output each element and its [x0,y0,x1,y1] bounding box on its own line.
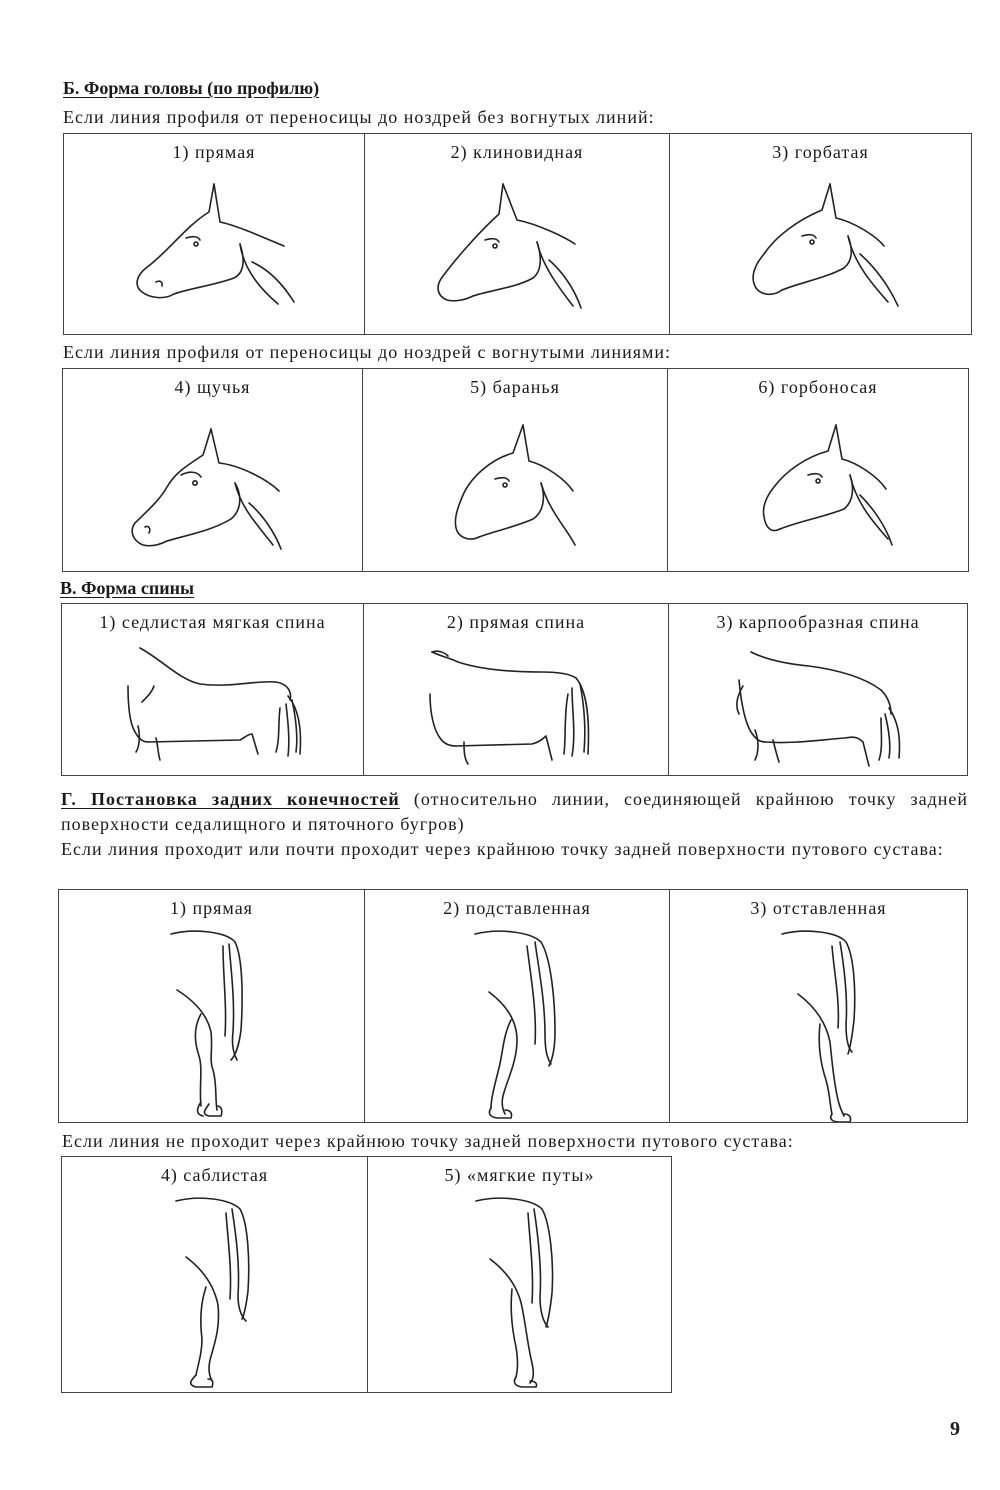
head-pike-drawing [63,399,363,571]
legs-type-label: 2) подставленная [443,898,591,918]
legs-cell-sickle [62,1157,368,1392]
back-cell-straight [364,604,669,775]
legs-not-through-grid [61,1156,672,1393]
back-cell-saddle [62,604,364,775]
back-straight-drawing [364,634,668,775]
section-legs-paragraph [61,787,968,837]
head-humped-drawing [670,164,970,334]
page-number: 9 [950,1418,960,1440]
head-intro-straight: Если линия профиля от переносицы до ноздрей без вогнутых линий: [63,107,655,127]
head-straight-drawing [64,164,364,334]
head-type-label: 4) щучья [174,377,251,397]
legs-cell-underset [365,890,670,1122]
head-cell-wedge [365,134,670,334]
head-straight-grid [63,133,972,335]
head-roman-drawing [668,399,968,571]
head-intro-concave: Если линия профиля от переносицы до ноздрей с вогнутыми линиями: [63,342,672,362]
back-grid [61,603,968,776]
head-cell-roman [668,369,968,571]
head-cell-pike [63,369,363,571]
legs-type-label: 5) «мягкие путы» [444,1165,595,1185]
head-cell-ram [363,369,668,571]
legs-cell-soft-pasterns [368,1157,671,1392]
back-type-label: 3) карпообразная спина [716,612,920,632]
head-type-label: 5) баранья [470,377,560,397]
head-type-label: 3) горбатая [772,142,869,162]
legs-type-label: 1) прямая [170,898,253,918]
legs-soft-pasterns-drawing [368,1187,671,1392]
section-legs-note: (относительно линии, соединяющей крайнюю точку задней поверхности седалищного и пяточного бугров) [61,789,968,834]
head-cell-humped [670,134,971,334]
head-type-label: 2) клиновидная [450,142,584,162]
legs-cell-outset [670,890,967,1122]
head-type-label: 6) горбоносая [758,377,878,397]
legs-straight-drawing [59,920,365,1122]
head-concave-grid [62,368,969,572]
legs-sickle-drawing [62,1187,368,1392]
back-type-label: 2) прямая спина [446,612,586,632]
back-type-label: 1) седлистая мягкая спина [99,612,326,632]
legs-underset-drawing [365,920,669,1122]
head-ram-drawing [363,399,667,571]
head-type-label: 1) прямая [172,142,256,162]
legs-intro-not-through: Если линия не проходит через крайнюю точку задней поверхности путового сустава: [62,1131,794,1151]
head-wedge-drawing [365,164,669,334]
back-saddle-drawing [62,634,364,775]
legs-intro-through: Если линия проходит или почти проходит через крайнюю точку задней поверхности путового сустава: [61,839,944,859]
back-cell-carp [669,604,967,775]
back-carp-drawing [669,634,967,775]
section-head-title: Б. Форма головы (по профилю) [63,78,320,98]
legs-cell-straight [59,890,365,1122]
legs-through-grid [58,889,968,1123]
head-cell-straight [64,134,365,334]
legs-outset-drawing [670,920,967,1122]
section-legs-title: Г. Постановка задних конечностей [61,789,400,809]
legs-type-label: 3) отставленная [750,898,887,918]
section-back-title: В. Форма спины [60,578,194,598]
legs-type-label: 4) саблистая [160,1165,269,1185]
